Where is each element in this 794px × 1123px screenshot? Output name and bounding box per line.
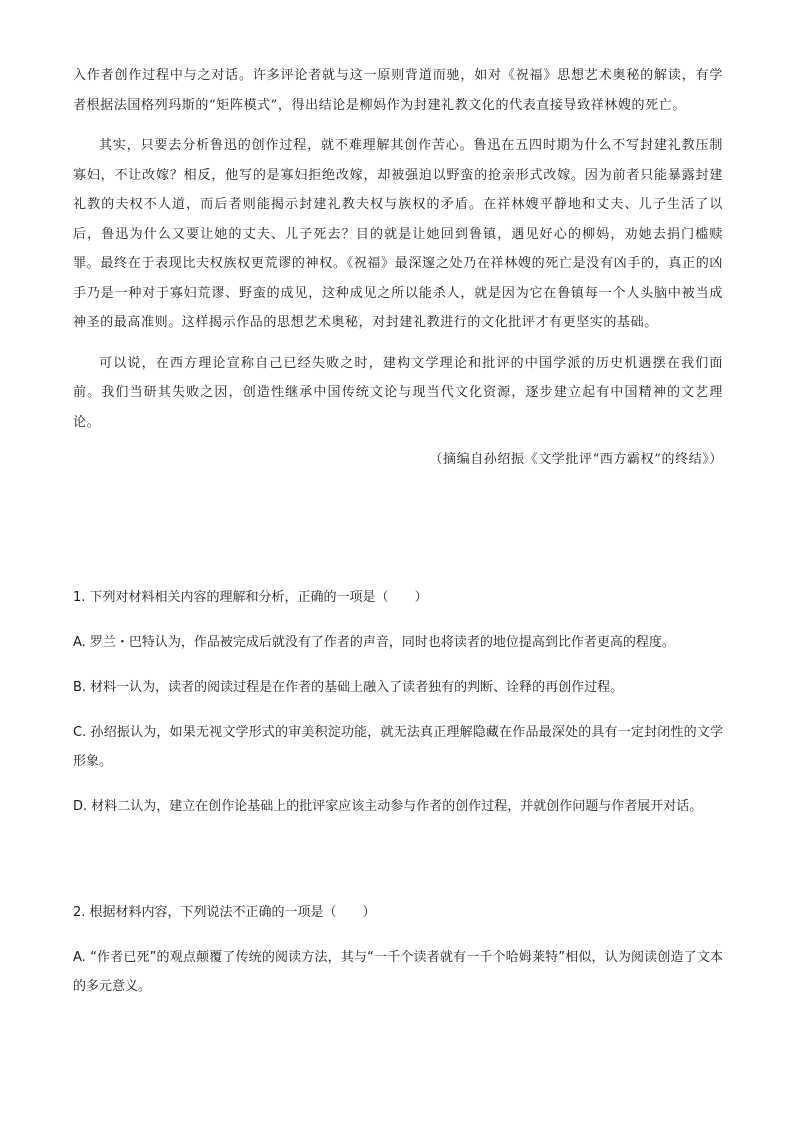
passage-paragraph-1: 入作者创作过程中与之对话。许多评论者就与这一原则背道而驰，如对《祝福》思想艺术奥秘的解读，有学者根据法国格列玛斯的“矩阵模式”，得出结论是柳妈作为封建礼教文化的代表直接导致祥林嫂的死亡。 bbox=[73, 68, 723, 113]
question-1-option-a[interactable]: A. 罗兰・巴特认为，作品被完成后就没有了作者的声音，同时也将读者的地位提高到比作者更高的程度。 bbox=[73, 635, 675, 650]
question-2-option-a[interactable]: A. “作者已死”的观点颠覆了传统的阅读方法，其与“一千个读者就有一千个哈姆莱特”相似，认为阅读创造了文本的多元意义。 bbox=[73, 950, 723, 994]
question-1-option-c[interactable]: C. 孙绍振认为，如果无视文学形式的审美积淀功能，就无法真正理解隐藏在作品最深处的具有一定封闭性的文学形象。 bbox=[73, 725, 723, 769]
question-1-option-d[interactable]: D. 材料二认为，建立在创作论基础上的批评家应该主动参与作者的创作过程，并就创作问题与作者展开对话。 bbox=[73, 799, 703, 814]
passage-paragraph-2: 其实，只要去分析鲁迅的创作过程，就不难理解其创作苦心。鲁迅在五四时期为什么不写封建礼教压制寡妇，不让改嫁？相反，他写的是寡妇拒绝改嫁，却被强迫以野蛮的抢亲形式改嫁。因为前者只能暴露封建礼教的夫权不人道，而后者则能揭示封建礼教夫权与族权的矛盾。在祥林嫂平静地和丈夫、儿子生活了以后，鲁迅为什么又要让她的丈夫、儿子死去？目的就是让她回到鲁镇，遇见好心的柳妈，劝她去捐门槛赎罪。最终在于表现比夫权族权更荒谬的神权。《祝福》最深邃之处乃在祥林嫂的死亡是没有凶手的，真正的凶手乃是一种对于寡妇荒谬、野蛮的成见，这种成见之所以能杀人，就是因为它在鲁镇每一个人头脑中被当成神圣的最高准则。这样揭示作品的思想艺术奥秘，对封建礼教进行的文化批评才有更坚实的基础。 bbox=[73, 138, 723, 330]
question-1 bbox=[73, 583, 723, 821]
question-1-stem: 1. 下列对材料相关内容的理解和分析，正确的一项是（ ） bbox=[73, 590, 428, 605]
question-2-stem: 2. 根据材料内容，下列说法不正确的一项是（ ） bbox=[73, 905, 376, 920]
passage bbox=[73, 61, 723, 475]
passage-paragraph-3: 可以说，在西方理论宣称自己已经失败之时，建构文学理论和批评的中国学派的历史机遇摆在我们面前。我们当研其失败之因，创造性继承中国传统文论与现当代文化资源，逐步建立起有中国精神的文艺理论。 bbox=[73, 355, 723, 430]
passage-source: （摘编自孙绍振《文学批评“西方霸权”的终结》） bbox=[429, 452, 723, 467]
question-2 bbox=[73, 898, 723, 1001]
question-1-option-b[interactable]: B. 材料一认为，读者的阅读过程是在作者的基础上融入了读者独有的判断、诠释的再创作过程。 bbox=[73, 680, 624, 695]
